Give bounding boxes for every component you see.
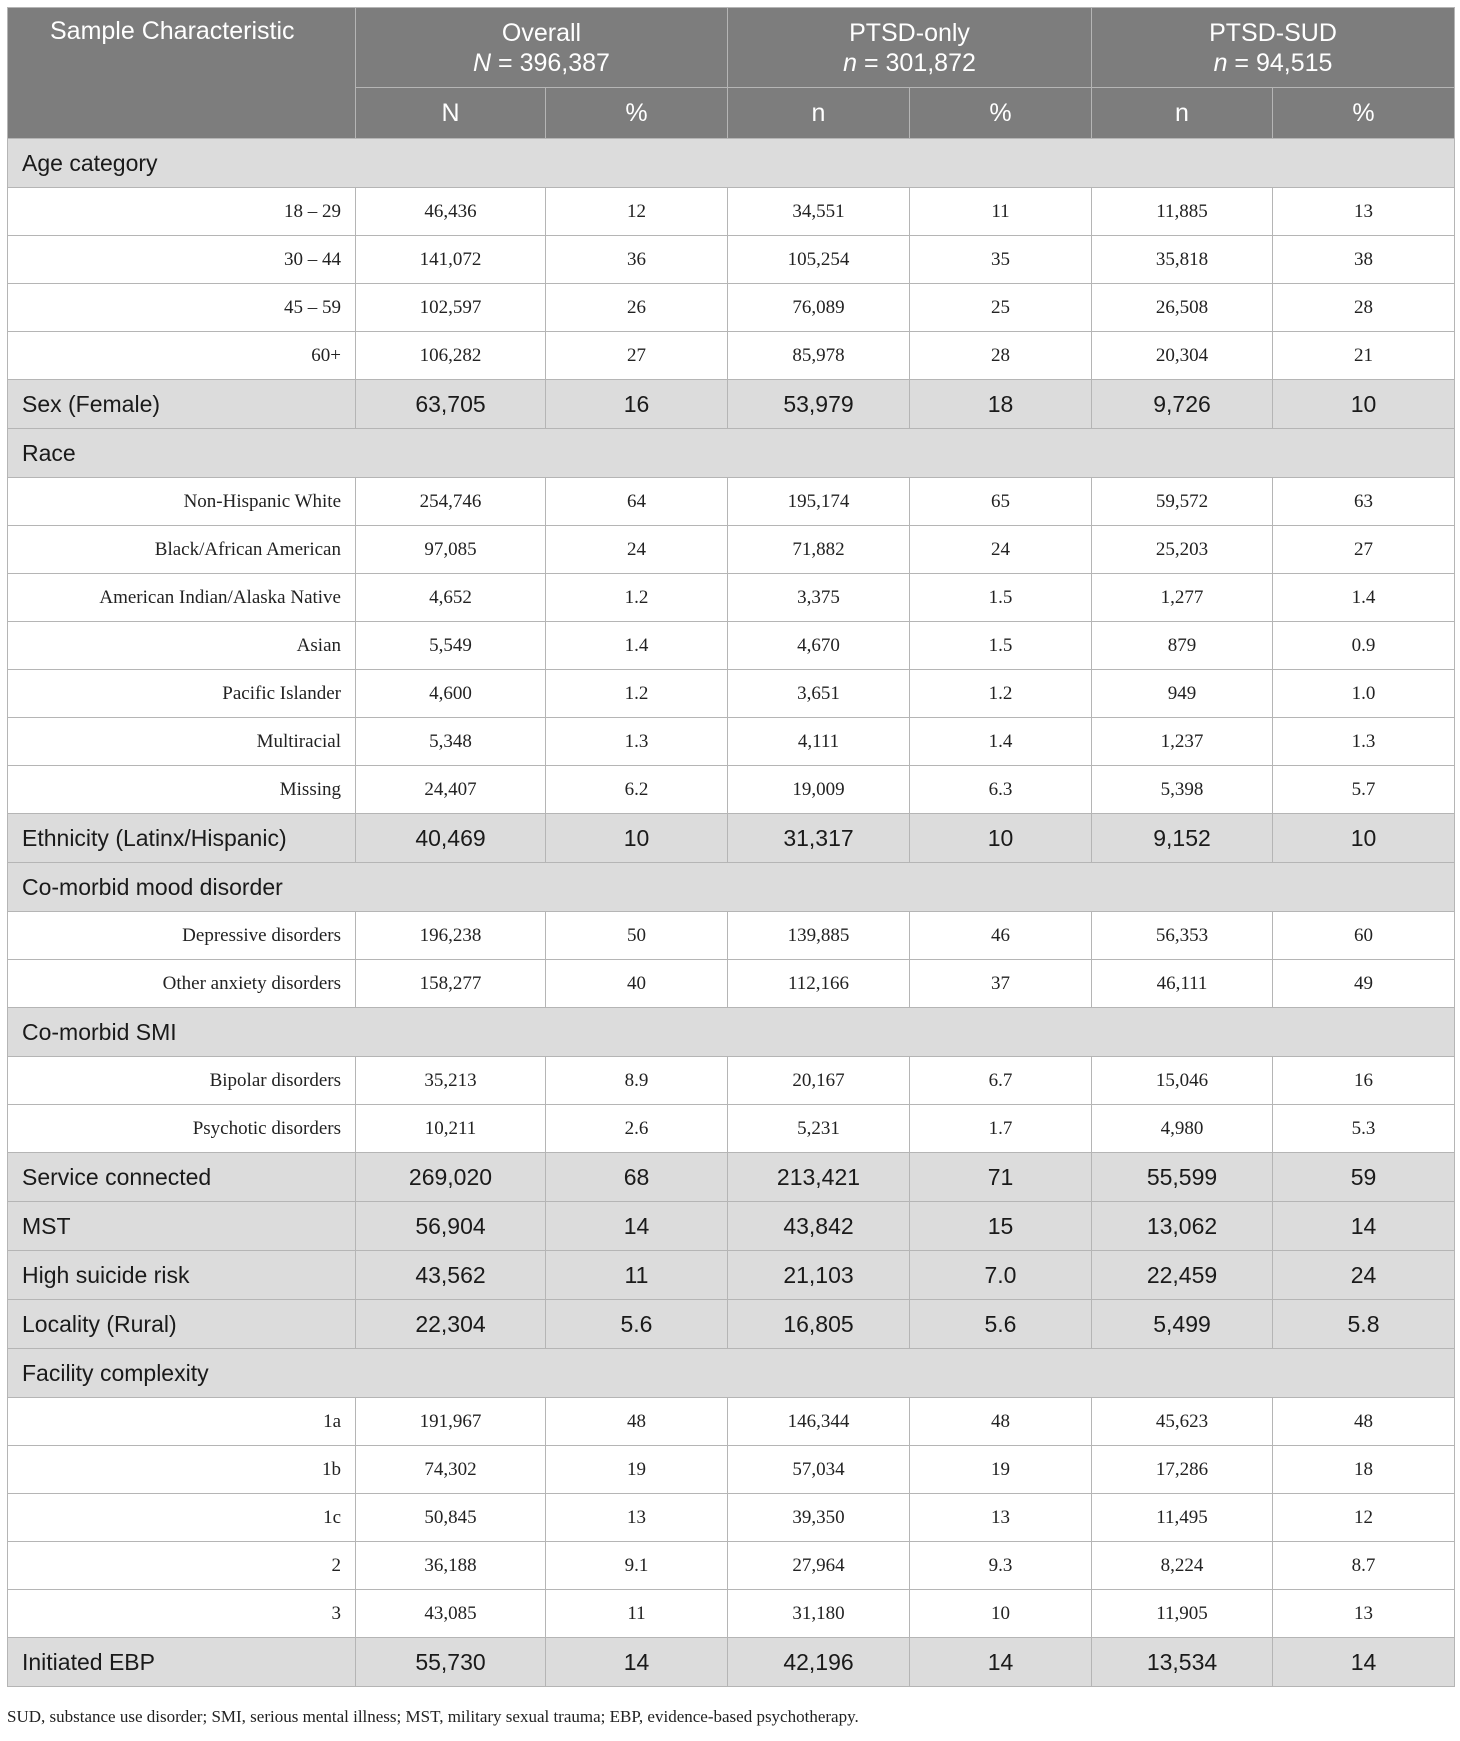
table-body: [8, 139, 1455, 1687]
table-footnote: SUD, substance use disorder; SMI, serious mental illness; MST, military sexual trauma; EBP, evidence-based psychotherapy.: [7, 1707, 859, 1726]
row-label: 1c: [8, 1494, 356, 1542]
section-header-row: [8, 1349, 1455, 1398]
cell-overall-percent: 24: [546, 526, 728, 574]
cell-overall-count: 43,562: [356, 1251, 546, 1300]
cell-ptsd-only-count: 4,111: [728, 718, 910, 766]
summary-row: [8, 1202, 1455, 1251]
summary-row: [8, 1638, 1455, 1687]
summary-row: [8, 1251, 1455, 1300]
cell-ptsd-sud-count: 26,508: [1092, 284, 1273, 332]
cell-overall-count: 46,436: [356, 188, 546, 236]
cell-ptsd-sud-percent: 5.8: [1273, 1300, 1455, 1349]
table-row: [8, 670, 1455, 718]
cell-ptsd-only-count: 16,805: [728, 1300, 910, 1349]
row-label: Other anxiety disorders: [8, 960, 356, 1008]
cell-overall-count: 56,904: [356, 1202, 546, 1251]
cell-ptsd-sud-percent: 14: [1273, 1638, 1455, 1687]
table-row: [8, 1542, 1455, 1590]
cell-ptsd-sud-percent: 38: [1273, 236, 1455, 284]
cell-ptsd-sud-count: 13,062: [1092, 1202, 1273, 1251]
cell-ptsd-only-count: 71,882: [728, 526, 910, 574]
cell-ptsd-only-percent: 15: [910, 1202, 1092, 1251]
cell-ptsd-sud-count: 11,905: [1092, 1590, 1273, 1638]
header-ptsd-sud-percent: %: [1273, 88, 1455, 139]
cell-ptsd-only-percent: 1.5: [910, 622, 1092, 670]
cell-overall-percent: 1.4: [546, 622, 728, 670]
cell-ptsd-only-count: 53,979: [728, 380, 910, 429]
section-label: Facility complexity: [8, 1349, 1455, 1398]
cell-ptsd-only-count: 3,375: [728, 574, 910, 622]
section-header-row: [8, 139, 1455, 188]
cell-overall-percent: 36: [546, 236, 728, 284]
cell-ptsd-only-percent: 10: [910, 1590, 1092, 1638]
cell-ptsd-only-percent: 18: [910, 380, 1092, 429]
summary-row: [8, 380, 1455, 429]
group-size: n = 94,515: [1213, 48, 1333, 77]
cell-overall-percent: 13: [546, 1494, 728, 1542]
cell-ptsd-sud-percent: 60: [1273, 912, 1455, 960]
cell-overall-percent: 50: [546, 912, 728, 960]
cell-overall-count: 5,348: [356, 718, 546, 766]
cell-overall-percent: 9.1: [546, 1542, 728, 1590]
cell-ptsd-sud-count: 20,304: [1092, 332, 1273, 380]
cell-ptsd-sud-count: 1,277: [1092, 574, 1273, 622]
cell-ptsd-sud-count: 9,152: [1092, 814, 1273, 863]
cell-ptsd-sud-count: 25,203: [1092, 526, 1273, 574]
cell-ptsd-sud-count: 55,599: [1092, 1153, 1273, 1202]
cell-ptsd-only-count: 34,551: [728, 188, 910, 236]
cell-overall-percent: 40: [546, 960, 728, 1008]
group-name: PTSD-SUD: [1209, 18, 1337, 47]
cell-ptsd-sud-percent: 49: [1273, 960, 1455, 1008]
cell-ptsd-sud-percent: 16: [1273, 1057, 1455, 1105]
cell-ptsd-sud-percent: 13: [1273, 1590, 1455, 1638]
cell-ptsd-sud-count: 35,818: [1092, 236, 1273, 284]
cell-overall-percent: 26: [546, 284, 728, 332]
section-label: Race: [8, 429, 1455, 478]
header-overall-count: N: [356, 88, 546, 139]
cell-ptsd-sud-percent: 12: [1273, 1494, 1455, 1542]
cell-overall-percent: 6.2: [546, 766, 728, 814]
cell-ptsd-only-percent: 7.0: [910, 1251, 1092, 1300]
cell-ptsd-only-count: 57,034: [728, 1446, 910, 1494]
table-row: [8, 622, 1455, 670]
cell-ptsd-only-percent: 13: [910, 1494, 1092, 1542]
cell-ptsd-only-count: 43,842: [728, 1202, 910, 1251]
row-label: American Indian/Alaska Native: [8, 574, 356, 622]
cell-ptsd-sud-percent: 5.3: [1273, 1105, 1455, 1153]
cell-ptsd-sud-count: 9,726: [1092, 380, 1273, 429]
row-label: Sex (Female): [8, 380, 356, 429]
cell-overall-count: 43,085: [356, 1590, 546, 1638]
cell-ptsd-sud-count: 5,499: [1092, 1300, 1273, 1349]
cell-overall-percent: 8.9: [546, 1057, 728, 1105]
cell-ptsd-only-percent: 48: [910, 1398, 1092, 1446]
header-ptsd-sud-count: n: [1092, 88, 1273, 139]
row-label: Pacific Islander: [8, 670, 356, 718]
section-header-row: [8, 429, 1455, 478]
cell-ptsd-sud-percent: 0.9: [1273, 622, 1455, 670]
row-label: 1b: [8, 1446, 356, 1494]
cell-ptsd-sud-count: 22,459: [1092, 1251, 1273, 1300]
cell-overall-count: 36,188: [356, 1542, 546, 1590]
cell-ptsd-sud-percent: 1.4: [1273, 574, 1455, 622]
group-name: Overall: [501, 18, 582, 47]
cell-ptsd-only-percent: 37: [910, 960, 1092, 1008]
cell-ptsd-sud-percent: 27: [1273, 526, 1455, 574]
row-label: Locality (Rural): [8, 1300, 356, 1349]
table-row: [8, 960, 1455, 1008]
row-label: MST: [8, 1202, 356, 1251]
table-row: [8, 236, 1455, 284]
cell-ptsd-only-percent: 1.5: [910, 574, 1092, 622]
cell-ptsd-sud-percent: 1.3: [1273, 718, 1455, 766]
table-row: [8, 766, 1455, 814]
cell-ptsd-only-percent: 28: [910, 332, 1092, 380]
table-row: [8, 478, 1455, 526]
cell-overall-count: 63,705: [356, 380, 546, 429]
summary-row: [8, 1300, 1455, 1349]
header-ptsd-only-percent: %: [910, 88, 1092, 139]
table-row: [8, 718, 1455, 766]
header-row-groups: [8, 8, 1455, 88]
group-name: PTSD-only: [849, 18, 970, 47]
header-ptsd-only-count: n: [728, 88, 910, 139]
cell-overall-count: 4,652: [356, 574, 546, 622]
header-overall-percent: %: [546, 88, 728, 139]
cell-ptsd-only-count: 4,670: [728, 622, 910, 670]
row-label: Non-Hispanic White: [8, 478, 356, 526]
cell-ptsd-sud-percent: 59: [1273, 1153, 1455, 1202]
group-size: N = 396,387: [473, 48, 610, 77]
cell-ptsd-only-count: 31,317: [728, 814, 910, 863]
sample-characteristics-table: [7, 7, 1455, 1687]
cell-overall-percent: 19: [546, 1446, 728, 1494]
header-sample-characteristic: Sample Characteristic: [8, 8, 356, 139]
table-row: [8, 1494, 1455, 1542]
cell-overall-count: 74,302: [356, 1446, 546, 1494]
cell-ptsd-only-count: 85,978: [728, 332, 910, 380]
cell-ptsd-only-count: 3,651: [728, 670, 910, 718]
row-label: High suicide risk: [8, 1251, 356, 1300]
cell-ptsd-only-count: 39,350: [728, 1494, 910, 1542]
cell-ptsd-only-percent: 1.4: [910, 718, 1092, 766]
cell-ptsd-sud-count: 5,398: [1092, 766, 1273, 814]
cell-overall-count: 97,085: [356, 526, 546, 574]
cell-overall-count: 5,549: [356, 622, 546, 670]
cell-ptsd-sud-count: 1,237: [1092, 718, 1273, 766]
summary-row: [8, 814, 1455, 863]
table-row: [8, 1057, 1455, 1105]
section-header-row: [8, 863, 1455, 912]
row-label: 18 – 29: [8, 188, 356, 236]
cell-ptsd-only-count: 21,103: [728, 1251, 910, 1300]
table-row: [8, 284, 1455, 332]
cell-ptsd-only-count: 146,344: [728, 1398, 910, 1446]
section-label: Age category: [8, 139, 1455, 188]
row-label: Ethnicity (Latinx/Hispanic): [8, 814, 356, 863]
cell-ptsd-sud-percent: 18: [1273, 1446, 1455, 1494]
cell-ptsd-only-percent: 19: [910, 1446, 1092, 1494]
table-row: [8, 1105, 1455, 1153]
section-header-row: [8, 1008, 1455, 1057]
cell-overall-percent: 1.3: [546, 718, 728, 766]
row-label: Service connected: [8, 1153, 356, 1202]
cell-overall-count: 4,600: [356, 670, 546, 718]
row-label: Missing: [8, 766, 356, 814]
cell-overall-count: 191,967: [356, 1398, 546, 1446]
cell-ptsd-only-percent: 6.3: [910, 766, 1092, 814]
cell-overall-percent: 12: [546, 188, 728, 236]
cell-overall-count: 24,407: [356, 766, 546, 814]
cell-ptsd-sud-percent: 21: [1273, 332, 1455, 380]
cell-ptsd-sud-percent: 13: [1273, 188, 1455, 236]
cell-overall-percent: 1.2: [546, 670, 728, 718]
cell-ptsd-sud-count: 879: [1092, 622, 1273, 670]
row-label: Initiated EBP: [8, 1638, 356, 1687]
cell-ptsd-only-percent: 35: [910, 236, 1092, 284]
cell-ptsd-only-count: 76,089: [728, 284, 910, 332]
cell-ptsd-only-percent: 1.2: [910, 670, 1092, 718]
cell-ptsd-sud-count: 13,534: [1092, 1638, 1273, 1687]
table-row: [8, 1590, 1455, 1638]
cell-ptsd-only-percent: 9.3: [910, 1542, 1092, 1590]
cell-ptsd-only-percent: 5.6: [910, 1300, 1092, 1349]
table-row: [8, 332, 1455, 380]
cell-ptsd-sud-count: 949: [1092, 670, 1273, 718]
cell-ptsd-sud-count: 17,286: [1092, 1446, 1273, 1494]
cell-overall-count: 141,072: [356, 236, 546, 284]
cell-ptsd-sud-count: 11,885: [1092, 188, 1273, 236]
row-label: 60+: [8, 332, 356, 380]
cell-ptsd-sud-percent: 5.7: [1273, 766, 1455, 814]
cell-ptsd-sud-percent: 10: [1273, 380, 1455, 429]
cell-overall-percent: 10: [546, 814, 728, 863]
row-label: 2: [8, 1542, 356, 1590]
cell-ptsd-sud-count: 8,224: [1092, 1542, 1273, 1590]
cell-ptsd-only-count: 19,009: [728, 766, 910, 814]
cell-ptsd-only-count: 195,174: [728, 478, 910, 526]
characteristics-table-container: [7, 7, 1454, 1687]
row-label: 30 – 44: [8, 236, 356, 284]
row-label: Psychotic disorders: [8, 1105, 356, 1153]
cell-ptsd-only-percent: 71: [910, 1153, 1092, 1202]
cell-overall-percent: 16: [546, 380, 728, 429]
table-row: [8, 188, 1455, 236]
cell-ptsd-sud-percent: 24: [1273, 1251, 1455, 1300]
header-group-ptsd-only: [728, 8, 1092, 88]
cell-ptsd-only-count: 112,166: [728, 960, 910, 1008]
cell-overall-count: 40,469: [356, 814, 546, 863]
cell-overall-count: 10,211: [356, 1105, 546, 1153]
cell-ptsd-only-percent: 1.7: [910, 1105, 1092, 1153]
cell-overall-count: 158,277: [356, 960, 546, 1008]
row-label: Multiracial: [8, 718, 356, 766]
header-group-overall: [356, 8, 728, 88]
row-label: Asian: [8, 622, 356, 670]
cell-ptsd-only-percent: 14: [910, 1638, 1092, 1687]
cell-ptsd-sud-count: 56,353: [1092, 912, 1273, 960]
cell-ptsd-only-percent: 10: [910, 814, 1092, 863]
table-row: [8, 912, 1455, 960]
cell-overall-count: 106,282: [356, 332, 546, 380]
table-row: [8, 1398, 1455, 1446]
cell-overall-percent: 68: [546, 1153, 728, 1202]
cell-ptsd-only-count: 20,167: [728, 1057, 910, 1105]
section-label: Co-morbid mood disorder: [8, 863, 1455, 912]
cell-ptsd-only-percent: 65: [910, 478, 1092, 526]
row-label: 3: [8, 1590, 356, 1638]
cell-overall-count: 50,845: [356, 1494, 546, 1542]
row-label: 1a: [8, 1398, 356, 1446]
cell-ptsd-sud-count: 59,572: [1092, 478, 1273, 526]
cell-ptsd-sud-percent: 48: [1273, 1398, 1455, 1446]
cell-overall-percent: 2.6: [546, 1105, 728, 1153]
cell-ptsd-sud-count: 45,623: [1092, 1398, 1273, 1446]
cell-overall-count: 102,597: [356, 284, 546, 332]
cell-ptsd-sud-percent: 14: [1273, 1202, 1455, 1251]
cell-overall-count: 35,213: [356, 1057, 546, 1105]
cell-overall-percent: 64: [546, 478, 728, 526]
table-row: [8, 526, 1455, 574]
cell-ptsd-only-percent: 24: [910, 526, 1092, 574]
cell-overall-percent: 11: [546, 1590, 728, 1638]
cell-ptsd-sud-percent: 1.0: [1273, 670, 1455, 718]
cell-ptsd-sud-percent: 10: [1273, 814, 1455, 863]
cell-ptsd-only-count: 31,180: [728, 1590, 910, 1638]
row-label: 45 – 59: [8, 284, 356, 332]
table-row: [8, 1446, 1455, 1494]
cell-overall-count: 55,730: [356, 1638, 546, 1687]
section-label: Co-morbid SMI: [8, 1008, 1455, 1057]
cell-overall-count: 22,304: [356, 1300, 546, 1349]
cell-ptsd-only-count: 105,254: [728, 236, 910, 284]
cell-ptsd-only-percent: 46: [910, 912, 1092, 960]
cell-ptsd-only-percent: 11: [910, 188, 1092, 236]
cell-overall-percent: 48: [546, 1398, 728, 1446]
header-group-ptsd-sud: [1092, 8, 1455, 88]
cell-ptsd-sud-percent: 28: [1273, 284, 1455, 332]
cell-ptsd-only-count: 5,231: [728, 1105, 910, 1153]
cell-ptsd-only-count: 213,421: [728, 1153, 910, 1202]
cell-overall-percent: 27: [546, 332, 728, 380]
group-size: n = 301,872: [843, 48, 976, 77]
cell-overall-percent: 11: [546, 1251, 728, 1300]
cell-ptsd-only-count: 139,885: [728, 912, 910, 960]
cell-ptsd-sud-count: 15,046: [1092, 1057, 1273, 1105]
cell-overall-count: 196,238: [356, 912, 546, 960]
cell-ptsd-only-count: 42,196: [728, 1638, 910, 1687]
summary-row: [8, 1153, 1455, 1202]
cell-overall-percent: 5.6: [546, 1300, 728, 1349]
cell-overall-percent: 1.2: [546, 574, 728, 622]
row-label: Black/African American: [8, 526, 356, 574]
cell-ptsd-only-percent: 6.7: [910, 1057, 1092, 1105]
cell-ptsd-only-percent: 25: [910, 284, 1092, 332]
cell-ptsd-sud-count: 11,495: [1092, 1494, 1273, 1542]
cell-ptsd-sud-count: 4,980: [1092, 1105, 1273, 1153]
cell-overall-percent: 14: [546, 1202, 728, 1251]
table-header: [8, 8, 1455, 139]
row-label: Depressive disorders: [8, 912, 356, 960]
cell-ptsd-sud-count: 46,111: [1092, 960, 1273, 1008]
cell-overall-percent: 14: [546, 1638, 728, 1687]
cell-overall-count: 254,746: [356, 478, 546, 526]
cell-ptsd-sud-percent: 63: [1273, 478, 1455, 526]
row-label: Bipolar disorders: [8, 1057, 356, 1105]
cell-overall-count: 269,020: [356, 1153, 546, 1202]
table-row: [8, 574, 1455, 622]
cell-ptsd-sud-percent: 8.7: [1273, 1542, 1455, 1590]
cell-ptsd-only-count: 27,964: [728, 1542, 910, 1590]
